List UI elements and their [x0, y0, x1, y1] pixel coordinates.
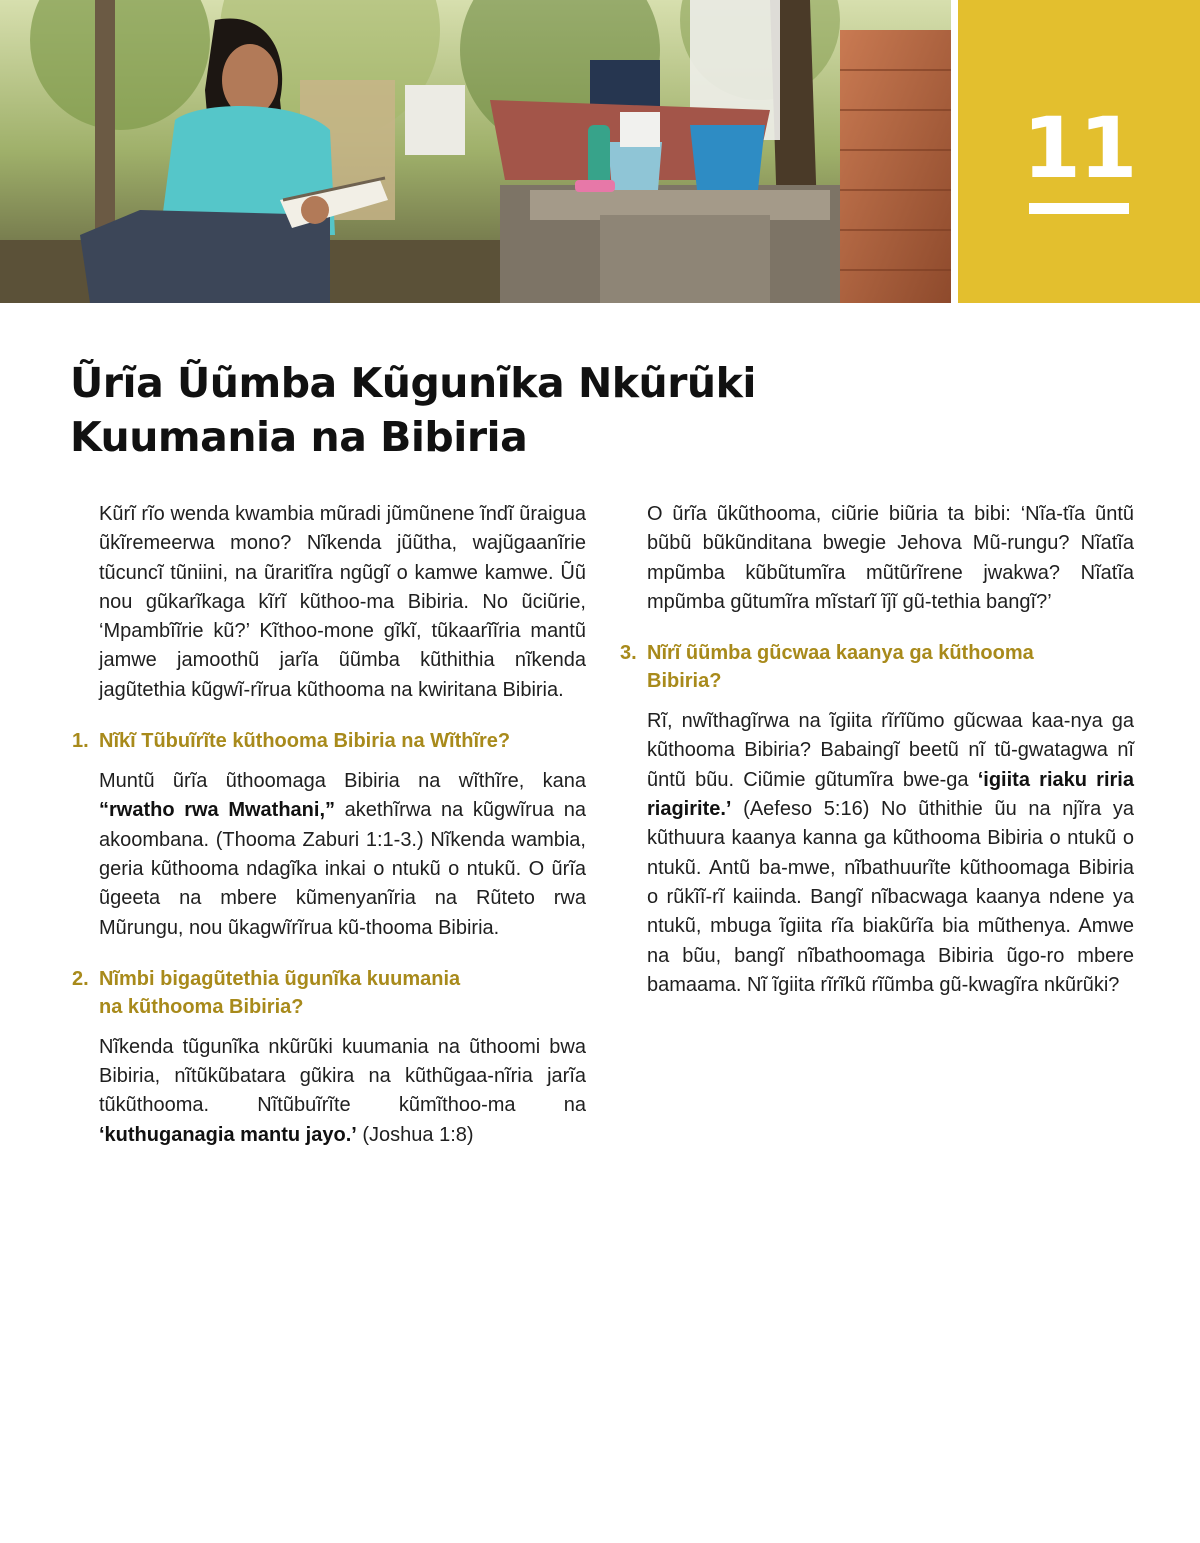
section-3-title-line2: Bibiria? [647, 670, 722, 693]
section-1-text-b: akethĩrwa na kũgwĩrua na akoombana. (Thooma Zaburi 1:1-3.) Nĩkenda wambia, geria kũthooma ndagĩka inkai o ntukũ o ntukũ. O ũrĩa ũgeeta na mbere kũmenyanĩria na Rũteto rwa Mũrungu, nou ũkagwĩrĩrua kũ-thooma Bibiria. [99, 799, 586, 939]
section-2-title-line2: na kũthooma Bibiria? [99, 995, 304, 1018]
hero-photo [0, 0, 951, 303]
page-title-line2: Kuumania na Bibiria [70, 413, 528, 461]
section-1-text-a: Muntũ ũrĩa ũthoomaga Bibiria na wĩthĩre, kana [99, 770, 586, 793]
section-1-paragraph [99, 767, 586, 943]
page-title-line1: Ũrĩa Ũũmba Kũgunĩka Nkũrũki [70, 359, 756, 407]
section-2-number: 2. [72, 967, 89, 990]
intro-paragraph: Kũrĩ rĩo wenda kwambia mũradi jũmũnene ĩndĩ ũraigua ũkĩremeerwa mono? Nĩkenda jũũtha, wajũgaanĩrie tũcuncĩ tũniini, na ũraritĩra ngũgĩ o kamwe kamwe. Ũũ nou gũkarĩkaga kĩrĩ kũthoo-ma Bibiria. No ũciũrie, ‘Mpambĩĩrie kũ?’ Kĩthoo-mone gĩkĩ, tũkaarĩĩria mantũ jamwe jamoothũ jarĩa ũũmba kũthithia nĩkenda jagũtethia kũgwĩ-rĩrua kũthooma na kwiritana Bibiria. [99, 503, 586, 701]
section-2-title-line1: Nĩmbi bigagũtethia ũgunĩka kuumania [99, 967, 461, 990]
section-3-number: 3. [620, 642, 637, 665]
section-3-text-b: (Aefeso 5:16) No ũthithie ũu na njĩra ya kũthuura kaanya kanna ga kũthooma Bibiria o ntukũ o ntukũ. Antũ ba-mwe, nĩbathuurĩte kũthoomaga Bibiria o rũkĩĩ-rĩ kaiinda. Bangĩ nĩbacwaga kaanya ndene ya ntukũ, mbuga ĩgiita rĩa biakũrĩa bia mũthenya. Amwe na bũu, bangĩ nĩbathoomaga Bibiria ũgo-ro mbere bamaama. Nĩ ĩgiita rĩrĩkũ rĩũmba gũ-kwagĩra nkũrũki? [647, 798, 1134, 996]
section-3-title-line1: Nĩrĩ ũũmba gũcwaa kaanya ga kũthooma [647, 642, 1034, 665]
section-3-paragraph [647, 707, 1134, 1000]
right-column [620, 500, 1134, 1000]
section-2-quote: ‘kuthuganagia mantu jayo.’ [99, 1123, 357, 1146]
section-1-heading [72, 727, 586, 755]
section-2-text-b: (Joshua 1:8) [356, 1123, 474, 1146]
lesson-number-underline [1029, 203, 1129, 214]
section-3-text-a: Rĩ, nwĩthagĩrwa na ĩgiita rĩrĩũmo gũcwaa kaa-nya ga kũthooma Bibiria? Babaingĩ beetũ nĩ tũ-gwatagwa nĩ ũntũ bũu. Ciũmie gũtumĩra bwe-ga [647, 710, 1134, 791]
section-3-heading [620, 639, 1134, 695]
section-3-quote: ‘igiita riaku riria riagirite.’ [647, 768, 1134, 821]
page-title [70, 356, 970, 464]
section-2-heading [72, 965, 586, 1021]
section-1-quote: “rwatho rwa Mwathani,” [99, 799, 336, 822]
section-2-paragraph [99, 1033, 586, 1150]
lesson-number: 11 [1022, 99, 1136, 197]
left-column [72, 500, 586, 1150]
section-1-title: Nĩkĩ Tũbuĩrĩte kũthooma Bibiria na Wĩthĩre? [99, 730, 511, 753]
section-1-number: 1. [72, 730, 89, 753]
section-2-text-a: Nĩkenda tũgunĩka nkũrũki kuumania na ũthoomi bwa Bibiria, nĩtũkũbatara gũkira na kũthũgaa-nĩria jarĩa tũkũthooma. Nĩtũbuĩrĩte kũmĩthoo-ma na [99, 1035, 586, 1117]
section-2-continuation: O ũrĩa ũkũthooma, ciũrie biũria ta bibi: ‘Nĩa-tĩa ũntũ bũbũ bũkũnditana bwegie Jehova Mũ-rungu? Nĩatĩa mpũmba kũbũtumĩra mũtũrĩrene jwakwa? Nĩatĩa mpũmba gũtumĩra mĩstarĩ ĩjĩ gũ-tethia bangĩ?’ [647, 503, 1134, 613]
lesson-number-box [958, 0, 1200, 303]
woman-reading-bible-outdoors-photo [0, 0, 951, 303]
